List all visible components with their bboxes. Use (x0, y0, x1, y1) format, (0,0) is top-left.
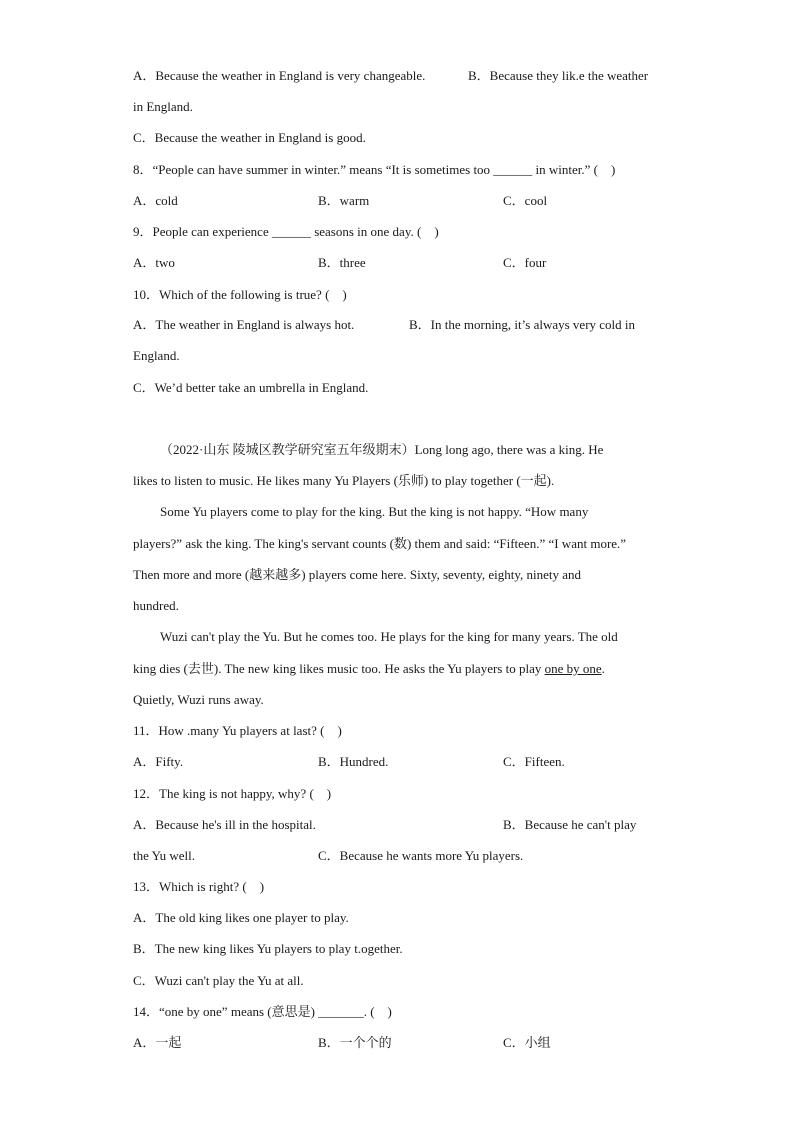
q7-option-c[interactable]: C．Because the weather in England is good. (133, 130, 366, 145)
passage-line-6: hundred. (133, 598, 179, 613)
q14-stem: 14．“one by one” means (意思是) _______. ( ) (133, 1004, 392, 1019)
passage-line-8-text: king dies (去世). The new king likes music too. He asks the Yu players to play (133, 661, 545, 676)
q14-option-b[interactable]: B．一个个的 (318, 1035, 392, 1050)
q11-option-a[interactable]: A．Fifty. (133, 754, 184, 769)
underlined-phrase: one by one (544, 661, 602, 676)
q9-stem: 9．People can experience ______ seasons in one day. ( ) (133, 224, 439, 239)
q12-option-c[interactable]: C．Because he wants more Yu players. (318, 848, 524, 863)
passage-line-5: Then more and more (越来越多) players come here. Sixty, seventy, eighty, ninety and (133, 567, 582, 582)
q10-option-c[interactable]: C．We’d better take an umbrella in England. (133, 380, 369, 395)
q7-option-a[interactable]: A．Because the weather in England is very changeable. (133, 68, 426, 83)
q14-option-c[interactable]: C．小组 (503, 1035, 551, 1050)
q9-option-c[interactable]: C．four (503, 255, 547, 270)
q12-option-b-continued: the Yu well. (133, 848, 195, 863)
q12-stem: 12．The king is not happy, why? ( ) (133, 786, 332, 801)
q13-stem: 13．Which is right? ( ) (133, 879, 265, 894)
q10-option-b-continued: England. (133, 348, 180, 363)
q8-stem: 8．“People can have summer in winter.” means “It is sometimes too ______ in winter.” ( ) (133, 162, 616, 177)
q9-option-a[interactable]: A．two (133, 255, 175, 270)
q12-option-b[interactable]: B．Because he can't play (503, 817, 637, 832)
q9-option-b[interactable]: B．three (318, 255, 366, 270)
q7-option-b-continued: in England. (133, 99, 193, 114)
q8-option-b[interactable]: B．warm (318, 193, 370, 208)
q8-option-c[interactable]: C．cool (503, 193, 548, 208)
q10-option-b[interactable]: B．In the morning, it’s always very cold in (409, 317, 636, 332)
q11-option-b[interactable]: B．Hundred. (318, 754, 389, 769)
passage-line-1: （2022·山东 陵城区教学研究室五年级期末）Long long ago, there was a king. He (160, 442, 604, 457)
q11-stem: 11．How .many Yu players at last? ( ) (133, 723, 342, 738)
passage-line-8-end: . (601, 661, 605, 676)
q10-stem: 10．Which of the following is true? ( ) (133, 287, 347, 302)
passage-line-2: likes to listen to music. He likes many Yu Players (乐师) to play together (一起). (133, 473, 555, 488)
q14-option-a[interactable]: A．一起 (133, 1035, 182, 1050)
passage-line-9: Quietly, Wuzi runs away. (133, 692, 264, 707)
q11-option-c[interactable]: C．Fifteen. (503, 754, 565, 769)
q13-option-c[interactable]: C．Wuzi can't play the Yu at all. (133, 973, 304, 988)
q8-option-a[interactable]: A．cold (133, 193, 178, 208)
q7-option-b[interactable]: B．Because they lik.e the weather (468, 68, 649, 83)
q13-option-a[interactable]: A．The old king likes one player to play. (133, 910, 349, 925)
passage-line-3: Some Yu players come to play for the king. But the king is not happy. “How many (160, 504, 589, 519)
passage-line-8 (133, 661, 605, 677)
q13-option-b[interactable]: B．The new king likes Yu players to play t.ogether. (133, 941, 403, 956)
passage-line-4: players?” ask the king. The king's servant counts (数) them and said: “Fifteen.” “I want more.” (133, 536, 627, 551)
passage-line-7: Wuzi can't play the Yu. But he comes too. He plays for the king for many years. The old (160, 629, 618, 644)
q10-option-a[interactable]: A．The weather in England is always hot. (133, 317, 355, 332)
q12-option-a[interactable]: A．Because he's ill in the hospital. (133, 817, 316, 832)
